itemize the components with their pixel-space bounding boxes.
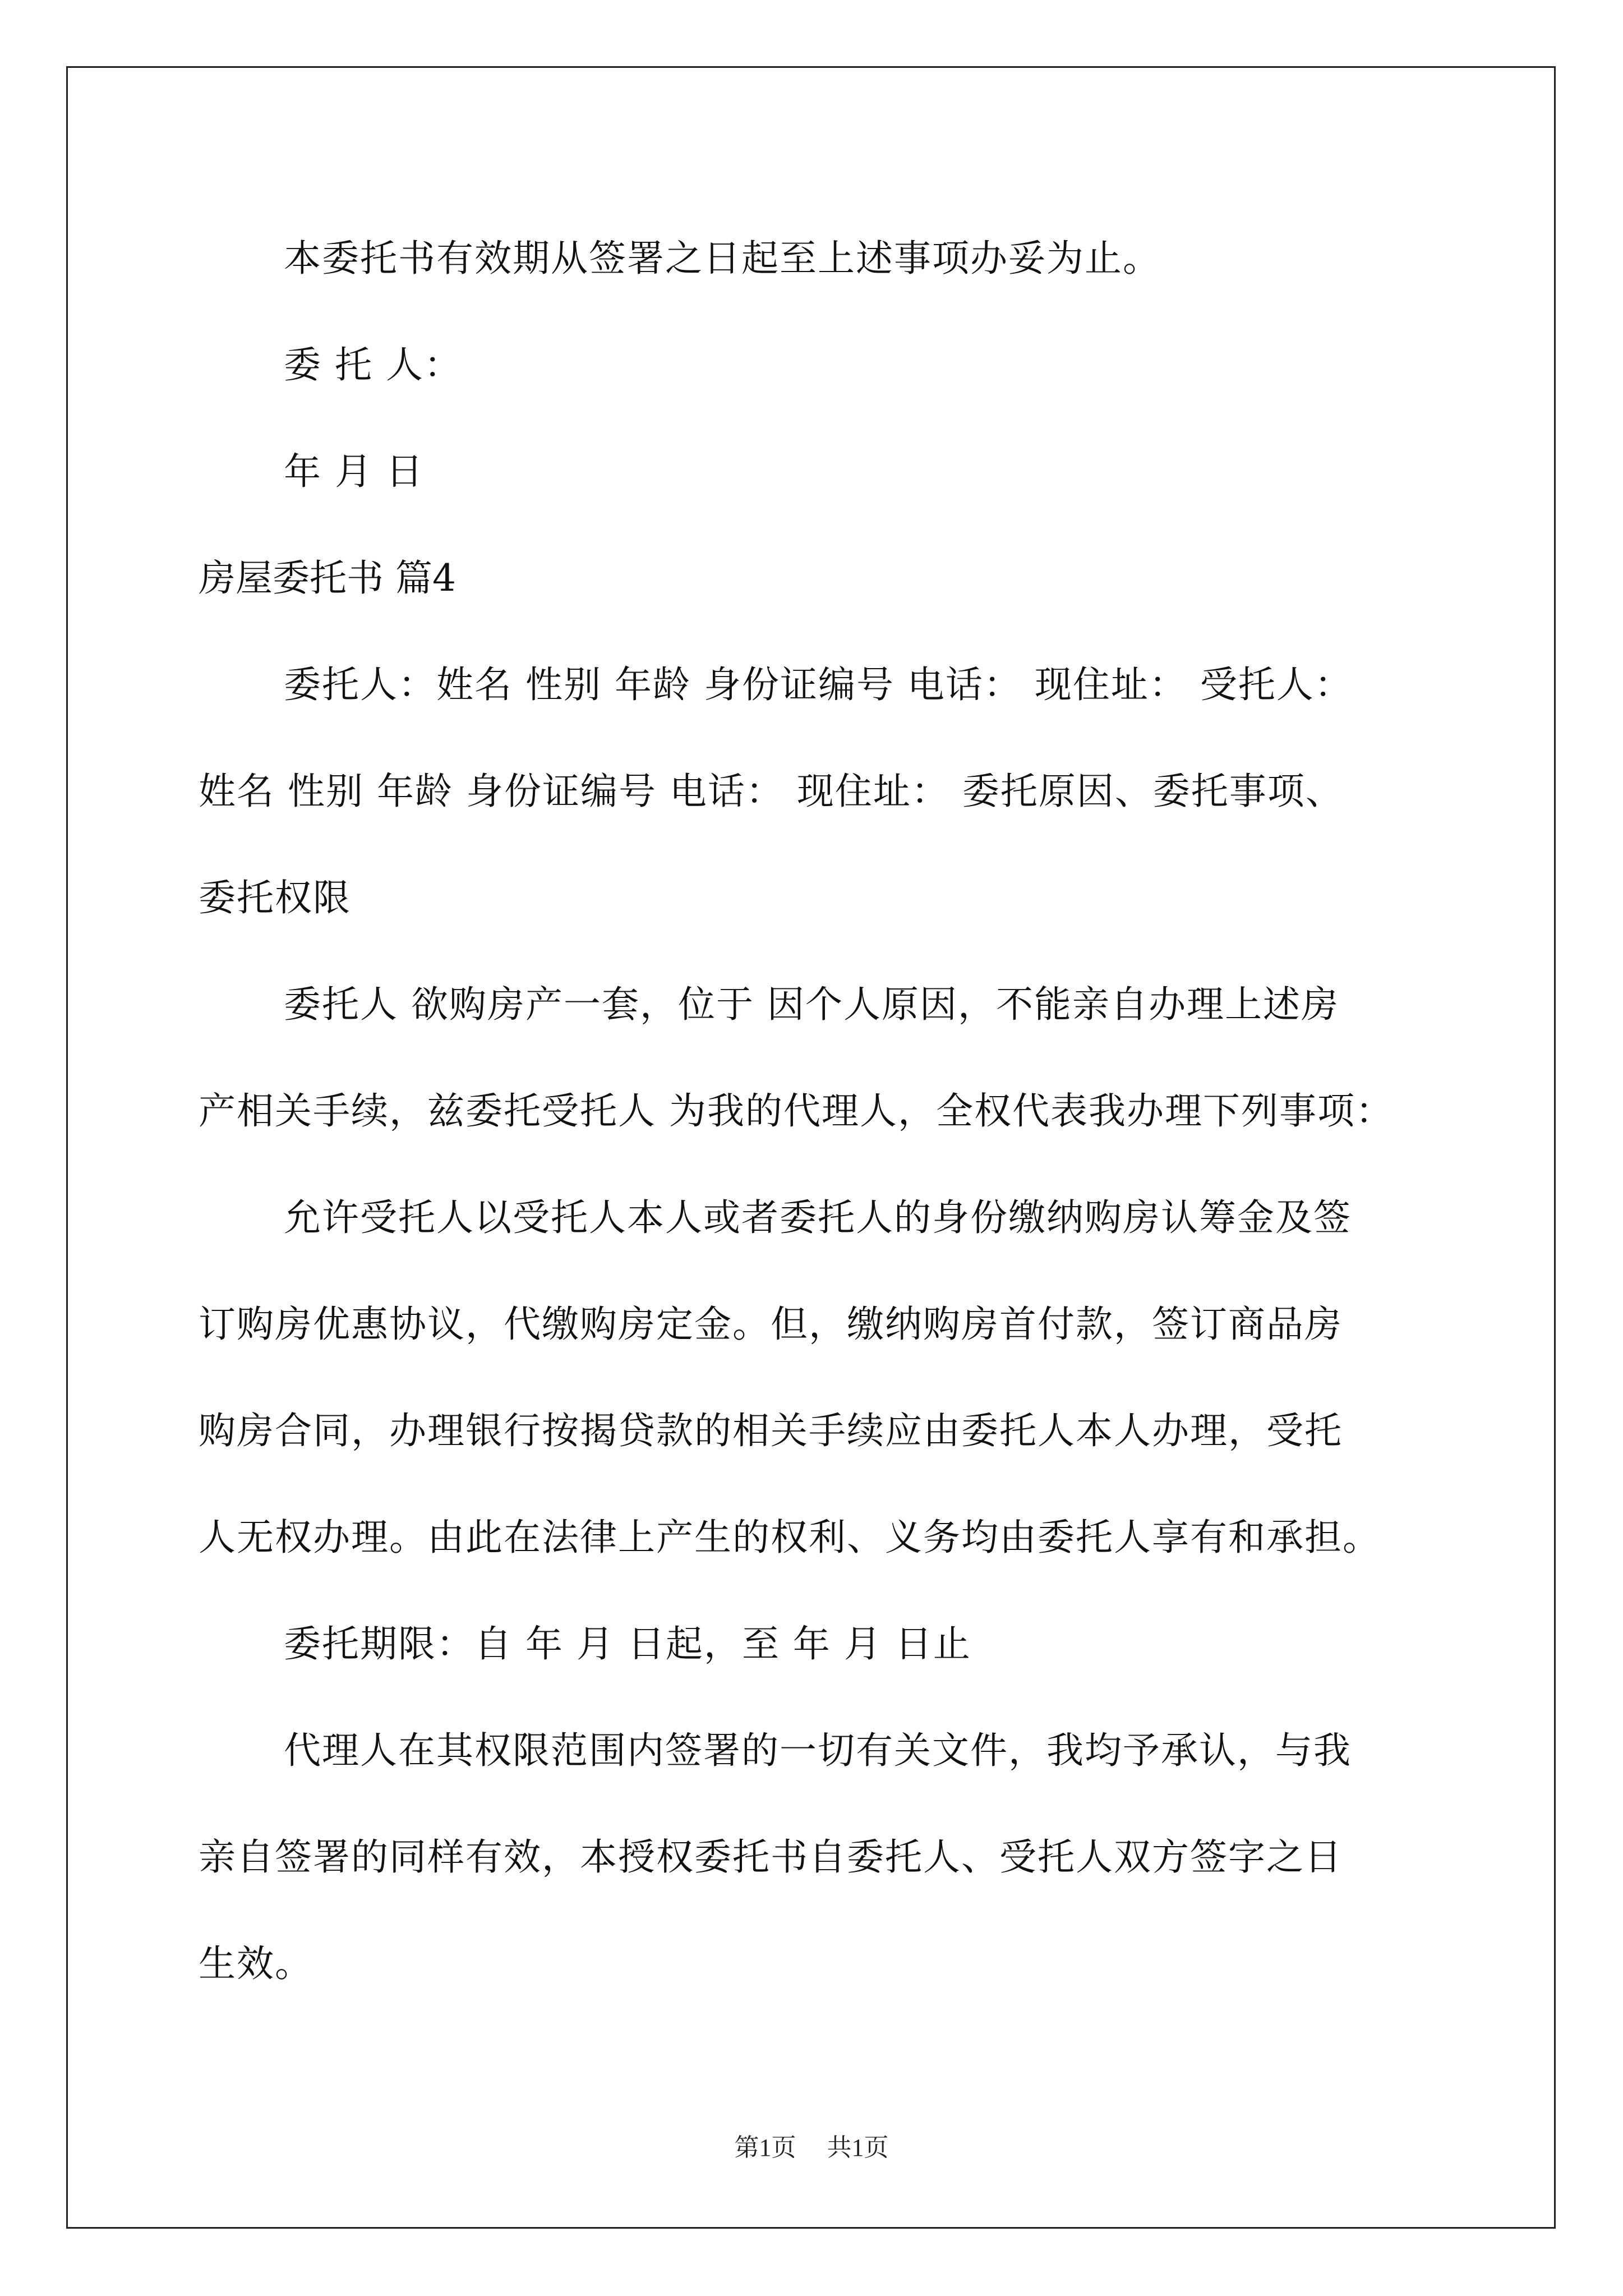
- paragraph-line: 产相关手续，兹委托受托人 为我的代理人，全权代表我办理下列事项：: [199, 1089, 1394, 1133]
- paragraph-line: 生效。: [199, 1942, 313, 1985]
- paragraph-line: 代理人在其权限范围内签署的一切有关文件，我均予承认，与我: [284, 1729, 1352, 1772]
- paragraph-line: 订购房优惠协议，代缴购房定金。但，缴纳购房首付款，签订商品房: [199, 1303, 1343, 1346]
- paragraph-line: 委托期限：自 年 月 日起，至 年 月 日止: [284, 1622, 971, 1665]
- signature-label: 委 托 人：: [284, 343, 462, 386]
- paragraph-line: 人无权办理。由此在法律上产生的权利、义务均由委托人享有和承担。: [199, 1516, 1381, 1559]
- paragraph-line: 委托人：姓名 性别 年龄 身份证编号 电话： 现住址： 受托人：: [284, 663, 1353, 706]
- page-footer: [0, 2127, 1623, 2163]
- page-total: 共1页: [827, 2134, 889, 2161]
- page-number: 第1页: [734, 2134, 796, 2161]
- paragraph-line: 委托权限: [199, 876, 351, 919]
- date-line: 年 月 日: [284, 450, 424, 493]
- section-heading: 房屋委托书 篇4: [199, 556, 456, 600]
- paragraph-line: 本委托书有效期从签署之日起至上述事项办妥为止。: [284, 237, 1161, 280]
- paragraph-line: 购房合同，办理银行按揭贷款的相关手续应由委托人本人办理，受托: [199, 1409, 1343, 1452]
- paragraph-line: 姓名 性别 年龄 身份证编号 电话： 现住址： 委托原因、委托事项、: [199, 770, 1344, 813]
- paragraph-line: 委托人 欲购房产一套，位于 因个人原因，不能亲自办理上述房: [284, 983, 1339, 1026]
- document-body: [200, 205, 1428, 2017]
- paragraph-line: 允许受托人以受托人本人或者委托人的身份缴纳购房认筹金及签: [284, 1196, 1352, 1239]
- paragraph-line: 亲自签署的同样有效，本授权委托书自委托人、受托人双方签字之日: [199, 1835, 1343, 1879]
